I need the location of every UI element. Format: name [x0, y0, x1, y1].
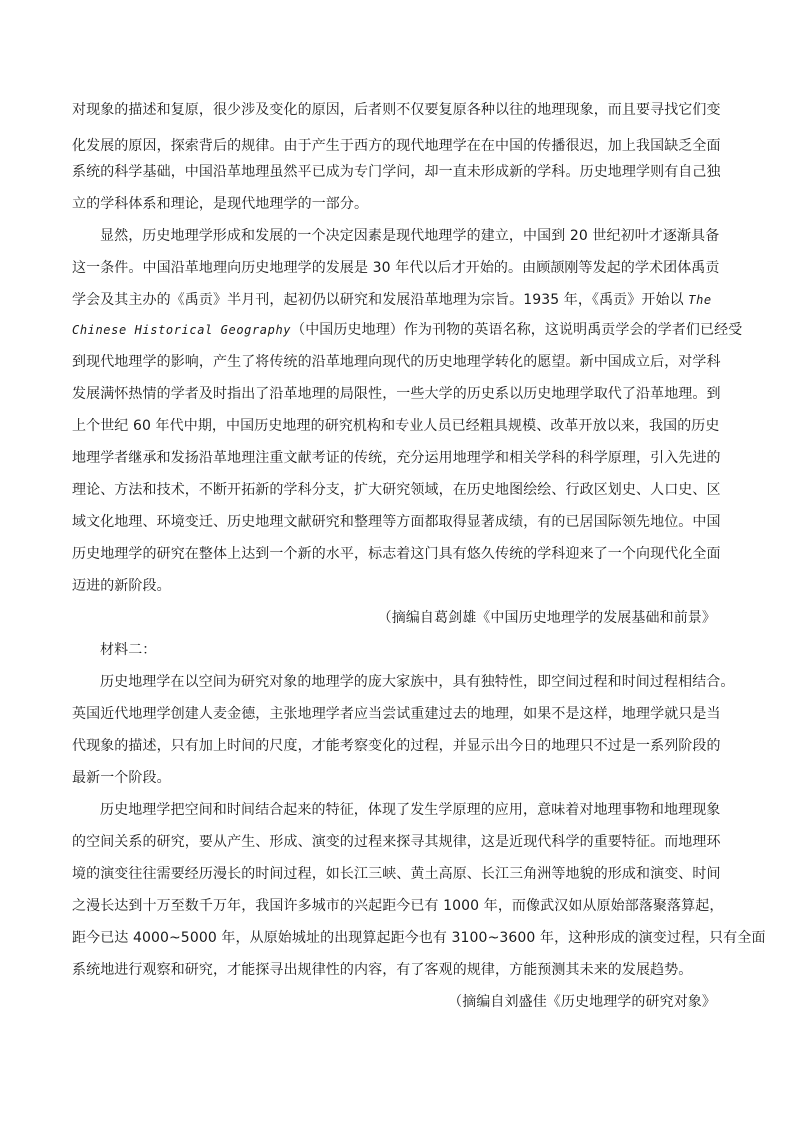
text-line: 上个世纪 60 年代中期，中国历史地理的研究机构和专业人员已经粗具规模、改革开放以来，我国的历史 — [72, 418, 720, 434]
text-line: 的空间关系的研究，要从产生、形成、演变的过程来探寻其规律，这是近现代科学的重要特征。而地理环 — [72, 834, 721, 850]
text-line: 显然，历史地理学形成和发展的一个决定因素是现代地理学的建立，中国到 20 世纪初叶才逐渐具备 — [100, 228, 720, 244]
text-line: 迈进的新阶段。 — [72, 578, 171, 594]
text-line: 英国近代地理学创建人麦金德，主张地理学者应当尝试重建过去的地理，如果不是这样，地理学就只是当 — [72, 706, 721, 722]
latin-title-segment: The — [688, 293, 712, 307]
text-line: 代现象的描述，只有加上时间的尺度，才能考察变化的过程，并显示出今日的地理只不过是一系列阶段的 — [72, 738, 721, 754]
text-line: 之漫长达到十万至数千万年，我国许多城市的兴起距今已有 1000 年，而像武汉如从原始部落聚落算起， — [72, 898, 724, 914]
text-line: 立的学科体系和理论，是现代地理学的一部分。 — [72, 196, 369, 212]
text-line: 地理学者继承和发扬沿革地理注重文献考证的传统，充分运用地理学和相关学科的科学原理，引入先进的 — [72, 450, 721, 466]
text-segment: 学会及其主办的《禹贡》半月刊，起初仍以研究和发展沿革地理为宗旨。1935 年，《禹贡》开始以 — [72, 292, 684, 308]
text-line: 这一条件。中国沿革地理向历史地理学的发展是 30 年代以后才开始的。由顾颉刚等发起的学术团体禹贡 — [72, 260, 720, 276]
text-line: 最新一个阶段。 — [72, 770, 171, 786]
text-line: 历史地理学的研究在整体上达到一个新的水平，标志着这门具有悠久传统的学科迎来了一个向现代化全面 — [72, 546, 721, 562]
section-label: 材料二： — [100, 642, 157, 658]
text-line: 发展满怀热情的学者及时指出了沿革地理的局限性，一些大学的历史系以历史地理学取代了沿革地理。到 — [72, 386, 721, 402]
text-line: 域文化地理、环境变迁、历史地理文献研究和整理等方面都取得显著成绩，有的已居国际领先地位。中国 — [72, 514, 721, 530]
text-line: 到现代地理学的影响，产生了将传统的沿革地理向现代的历史地理学转化的愿望。新中国成立后，对学科 — [72, 354, 721, 370]
text-line: 距今已达 4000~5000 年，从原始城址的出现算起距今也有 3100~3600 年，这种形成的演变过程，只有全面 — [72, 930, 766, 946]
latin-title-segment: Chinese Historical Geography — [72, 323, 292, 337]
text-line: 境的演变往往需要经历漫长的时间过程，如长江三峡、黄土高原、长江三角洲等地貌的形成和演变、时间 — [72, 866, 721, 882]
source-citation: （摘编自刘盛佳《历史地理学的研究对象》 — [448, 994, 716, 1010]
text-line: 理论、方法和技术，不断开拓新的学科分支，扩大研究领域，在历史地图绘绘、行政区划史、人口史、区 — [72, 482, 721, 498]
text-line — [72, 288, 722, 312]
text-line: 对现象的描述和复原，很少涉及变化的原因，后者则不仅要复原各种以往的地理现象，而且要寻找它们变 — [72, 102, 721, 118]
text-line — [72, 318, 743, 342]
text-line: 历史地理学在以空间为研究对象的地理学的庞大家族中，具有独特性，即空间过程和时间过程相结合。 — [100, 674, 735, 690]
text-line: 历史地理学把空间和时间结合起来的特征，体现了发生学原理的应用，意味着对地理事物和地理现象 — [100, 802, 721, 818]
text-segment: （中国历史地理）作为刊物的英语名称，这说明禹贡学会的学者们已经受 — [291, 322, 743, 338]
text-line: 系统地进行观察和研究，才能探寻出规律性的内容，有了客观的规律，方能预测其未来的发展趋势。 — [72, 962, 693, 978]
text-line: 化发展的原因，探索背后的规律。由于产生于西方的现代地理学在在中国的传播很迟，加上我国缺乏全面 — [72, 138, 721, 154]
text-line: 系统的科学基础，中国沿革地理虽然平已成为专门学问，却一直未形成新的学科。历史地理学则有自己独 — [72, 164, 721, 180]
source-citation: （摘编自葛剑雄《中国历史地理学的发展基础和前景》 — [377, 610, 716, 626]
